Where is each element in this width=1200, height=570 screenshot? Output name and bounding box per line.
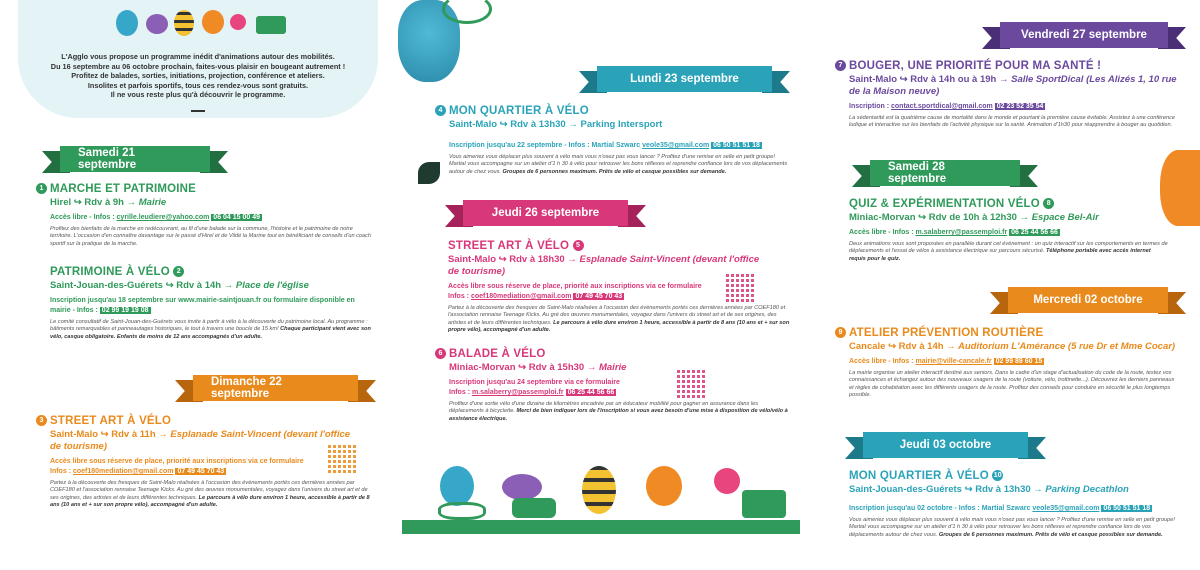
- qr-code[interactable]: [328, 445, 356, 473]
- event-title: MARCHE ET PATRIMOINE: [50, 183, 197, 195]
- mascot-blue-icon: [116, 10, 138, 36]
- column-2: [400, 0, 800, 570]
- event-title: STREET ART À VÉLO: [448, 240, 570, 252]
- event-4: 4 MON QUARTIER À VÉLO Saint-Malo ↪ Rdv à 13h30 → Parking Intersport Inscription jusqu'au 22 septembre - Infos : Martial Szwarc veole35@gmail.com 06 50 51 51 18 Vous aimeriez vous déplacer plus souvent à vélo mais vous n'osez pas vous lancer ? Profitez d'une remise en selle en petit groupe! Martial vous accompagne sur un atelier d'1 h 30 à vélo pour retrouver les bons réflexes et reprendre confiance lors de vos déplacements autour de chez vous. Groupes de 6 personnes maximum. Prêts de vélo et casque possibles sur demande.: [435, 105, 790, 176]
- event-1: 1 MARCHE ET PATRIMOINE Hirel ↪ Rdv à 9h → Mairie Accès libre - Infos : cyrille.leudiere@yahoo.com 06 04 15 00 49 Profitez des bienfaits de la marche en redécouvrant, au fil d'une balade sur la commune, l'histoire et le patrimoine de notre territoire. L'occasion d'en connaître davantage sur le passé d'Hirel et de Vildé la Marine tout en bénéficiant de conseils d'un coach sportif sur la pratique de la marche.: [36, 183, 376, 248]
- event-number: 4: [435, 105, 446, 116]
- mascot-scooter-icon: [646, 466, 682, 506]
- mascot-purple-icon: [146, 14, 168, 34]
- car-icon: [512, 498, 556, 518]
- email-link[interactable]: m.salaberry@passemploi.fr: [915, 229, 1008, 236]
- banner-vendredi-27: Vendredi 27 septembre: [1000, 22, 1168, 48]
- event-title: QUIZ & EXPÉRIMENTATION VÉLO: [849, 198, 1040, 210]
- bicycle-icon: [438, 502, 486, 520]
- event-title: STREET ART À VÉLO: [50, 415, 172, 427]
- phone-badge[interactable]: 02 99 89 60 15: [995, 358, 1043, 365]
- event-title: BALADE À VÉLO: [449, 348, 546, 360]
- intro-text: L'Agglo vous propose un programme inédit d'animations autour des mobilités. Du 16 septembre au 06 octobre prochain, faites-vous plaisir en bougeant autrement ! Profitez de balades, sorties, initiations, projection, conférence et ateliers. Insolites et parfois sportifs, tous ces rendez-vous sont gratuits. Il ne vous reste plus qu'à découvrir le programme.: [50, 52, 346, 100]
- mascot-car-icon: [502, 474, 542, 500]
- event-title: MON QUARTIER À VÉLO: [849, 470, 989, 482]
- footer-illustration: [402, 458, 800, 538]
- event-title: PATRIMOINE À VÉLO: [50, 266, 170, 278]
- qr-code[interactable]: [677, 368, 707, 398]
- event-2: PATRIMOINE À VÉLO 2 Saint-Jouan-des-Guérets ↪ Rdv à 14h → Place de l'église Inscription jusqu'au 18 septembre sur www.mairie-saintjouan.fr ou formulaire disponible en mairie - Infos : 02 99 19 19 08 Le comité consultatif de Saint-Jouan-des-Guérets vous invite à partir à vélo à la découverte du patrimoine local. Au programme : bâtiments remarquables et panneautages historiques, le tout à travers une boucle de 15 km! Chaque participant vient avec son vélo, casque obligatoire. Enfants de moins de 12 ans accompagnés d'un adulte.: [50, 266, 371, 340]
- email-link[interactable]: contact.sportdical@gmail.com: [891, 103, 993, 110]
- ground-stripe: [402, 520, 800, 534]
- event-number: 3: [36, 415, 47, 426]
- banner-samedi-21: Samedi 21 septembre: [60, 146, 210, 172]
- event-10: MON QUARTIER À VÉLO 10 Saint-Jouan-des-Guérets ↪ Rdv à 13h30 → Parking Decathlon Inscription jusqu'au 02 octobre - Infos : Martial Szwarc veole35@gmail.com 06 50 51 51 18 Vous aimeriez vous déplacer plus souvent à vélo mais vous n'osez pas vous lancer ? Profitez d'une remise en selle en petit groupe! Martial vous accompagne sur un atelier d'1 h 30 à vélo pour retrouver les bons réflexes et reprendre confiance lors de vos déplacements autour de chez vous. Groupes de 6 personnes maximum. Prêts de vélo et casque possibles sur demande.: [849, 470, 1175, 538]
- event-9: 9 ATELIER PRÉVENTION ROUTIÈRE Cancale ↪ Rdv à 14h → Auditorium L'Amérance (5 rue Dr et Mme Cocar) Accès libre - Infos : mairie@ville-cancale.fr 02 99 89 60 15 La mairie organise un atelier interactif destiné aux seniors. Dans le cadre d'un stage d'actualisation du code de la route, testez vos connaissances et échangez autour des nouveaux usagers de la route (voiture, vélo, trottinette...). Découvrez les derniers panneaux et règles de cohabitation avec les différents usagers de la route. Profitez des conseils pour conduire en sécurité le plus longtemps possible.: [835, 327, 1180, 400]
- banner-lundi-23: Lundi 23 septembre: [597, 66, 772, 92]
- phone-badge[interactable]: 06 50 51 51 18: [1103, 505, 1151, 512]
- email-link[interactable]: veole35@gmail.com: [642, 142, 710, 149]
- event-number: 5: [573, 240, 584, 251]
- phone-badge[interactable]: 02 99 19 19 08: [101, 307, 149, 314]
- email-link[interactable]: coef180mediation@gmail.com: [72, 468, 174, 475]
- intro-box: [18, 0, 378, 118]
- event-title: MON QUARTIER À VÉLO: [449, 105, 589, 117]
- mascot-bus-icon: [256, 16, 286, 34]
- event-8: QUIZ & EXPÉRIMENTATION VÉLO 8 Miniac-Morvan ↪ Rdv de 10h à 12h30 → Espace Bel-Air Accès libre - Infos : m.salaberry@passemploi.fr 06 25 44 56 66 Deux animations vous sont proposées en parallèle durant cet évènement : un quiz interactif sur les comportements en termes de déplacements et l'essai de vélos à assistance électrique sur parcours sécurisé. Téléphone portable avec accès internet requis pour le quiz.: [849, 198, 1168, 262]
- email-link[interactable]: veole35@gmail.com: [1032, 505, 1100, 512]
- event-number: 6: [435, 348, 446, 359]
- column-1: [0, 0, 395, 570]
- event-number: 7: [835, 60, 846, 71]
- mascot-bee-icon: [174, 10, 194, 36]
- banner-dimanche-22: Dimanche 22 septembre: [193, 375, 358, 401]
- event-6: 6 BALADE À VÉLO Miniac-Morvan ↪ Rdv à 15h30 → Mairie Inscription jusqu'au 24 septembre via ce formulaire Infos : m.salaberry@passemploi.fr 06 25 44 56 66 Profitez d'une sortie vélo d'une dizaine de kilomètres encadrée par un éducateur mobilité pour gagner en assurance dans les déplacements à bicyclette. Merci de bien indiquer lors de l'inscription si vous avez besoin d'une mise à disposition de vélo/vélo à assistance électrique.: [435, 348, 790, 423]
- phone-badge[interactable]: 06 25 44 56 66: [1011, 229, 1058, 236]
- email-link[interactable]: m.salaberry@passemploi.fr: [471, 389, 564, 396]
- bus-icon: [742, 490, 786, 518]
- qr-code[interactable]: [726, 272, 756, 302]
- mascot-orange-icon: [202, 10, 224, 34]
- event-number: 1: [36, 183, 47, 194]
- event-7: 7 BOUGER, UNE PRIORITÉ POUR MA SANTÉ ! Saint-Malo ↪ Rdv à 14h ou à 19h → Salle SportDical (Les Alizés 1, 10 rue de la Maison neuve) Inscription : contact.sportdical@gmail.com 02 23 52 35 54 La sédentarité est la quatrième cause de mortalité dans le monde et pourtant la première cause évitable. Assistez à une conférence ludique et interactive sur les bienfaits de l'activité physique sur la santé. Animation d'1h30 pour réapprendre à bouger au quotidien.: [835, 60, 1180, 130]
- mascot-flower-icon: [714, 468, 740, 494]
- event-3: 3 STREET ART À VÉLO Saint-Malo ↪ Rdv à 11h → Esplanade Saint-Vincent (devant l'office de tourisme) Accès libre sous réserve de place, priorité aux inscriptions via ce formulaire Infos : coef180mediation@gmail.com 07 49 45 70 43 Partez à la découverte des fresques de Saint-Malo réalisées à l'occasion des évènements portés ces dernières années par COEF180 et l'association rennaise Teenage Kicks. Au gré des œuvres monumentales, voyagez dans l'univers du street art et de ses origines, des artistes et de leurs différentes techniques. Le parcours à vélo dure environ 1 heure, accessible à partir de 8 ans (10 ans et + sur son propre vélo), accompagné d'un adulte.: [36, 415, 376, 510]
- email-link[interactable]: coef180mediation@gmail.com: [470, 293, 572, 300]
- banner-mercredi-02: Mercredi 02 octobre: [1008, 287, 1168, 313]
- email-link[interactable]: cyrille.leudiere@yahoo.com: [116, 214, 210, 221]
- phone-badge[interactable]: 06 50 51 51 18: [713, 142, 760, 149]
- mascot-bee-icon: [582, 466, 616, 514]
- banner-jeudi-03: Jeudi 03 octobre: [863, 432, 1028, 458]
- event-title: ATELIER PRÉVENTION ROUTIÈRE: [849, 327, 1044, 339]
- banner-jeudi-26: Jeudi 26 septembre: [463, 200, 628, 226]
- event-number: 8: [1043, 198, 1054, 209]
- phone-badge[interactable]: 02 23 52 35 54: [996, 103, 1044, 110]
- phone-badge[interactable]: 06 25 44 56 66: [567, 389, 615, 396]
- divider: [191, 110, 205, 112]
- mascot-flower-icon: [230, 14, 246, 30]
- banner-samedi-28: Samedi 28 septembre: [870, 160, 1020, 186]
- phone-badge[interactable]: 07 49 45 70 43: [177, 468, 225, 475]
- phone-badge[interactable]: 07 49 45 70 43: [575, 293, 623, 300]
- email-link[interactable]: mairie@ville-cancale.fr: [915, 358, 992, 365]
- event-5: STREET ART À VÉLO 5 Saint-Malo ↪ Rdv à 18h30 → Esplanade Saint-Vincent (devant l'office de tourisme) Accès libre sous réserve de place, priorité aux inscriptions via ce formulaire Infos : coef180mediation@gmail.com 07 49 45 70 43 Partez à la découverte des fresques de Saint-Malo réalisées à l'occasion des évènements portés ces dernières années par COEF180 et l'association rennaise Teenage Kicks. Au gré des œuvres monumentales, voyagez dans l'univers du street art et de ses origines, des artistes et de leurs différentes techniques. Le parcours à vélo dure environ 1 heure, accessible à partir de 8 ans (10 ans et + sur son propre vélo), accompagné d'un adulte.: [448, 240, 790, 334]
- column-3: [815, 0, 1200, 570]
- event-number: 10: [993, 472, 1002, 480]
- event-title: BOUGER, UNE PRIORITÉ POUR MA SANTÉ !: [849, 60, 1102, 72]
- event-number: 2: [173, 266, 184, 277]
- phone-badge[interactable]: 06 04 15 00 49: [213, 214, 261, 221]
- mascot-bike-icon: [440, 466, 474, 506]
- event-number: 9: [835, 327, 846, 338]
